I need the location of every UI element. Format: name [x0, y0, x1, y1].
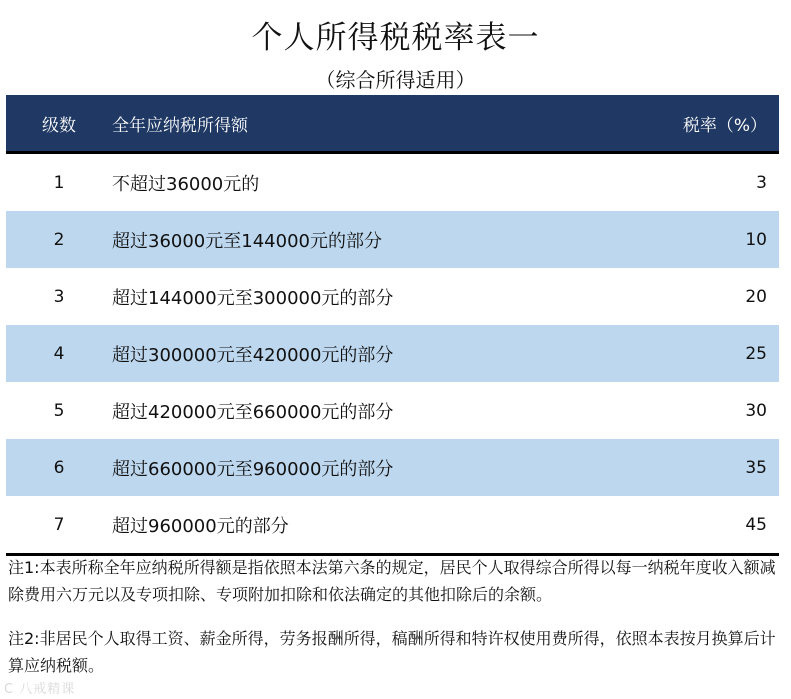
row-range: 超过36000元至144000元的部分: [112, 230, 382, 252]
note-2: 注2:非居民个人取得工资、薪金所得，劳务报酬所得，稿酬所得和特许权使用费所得，依照本表按月换算后计算应纳税额。: [8, 629, 776, 675]
row-level: 1: [53, 172, 65, 193]
row-rate: 25: [745, 343, 767, 364]
table-row: [6, 268, 779, 325]
row-level: 7: [53, 514, 65, 535]
watermark: C 八戒精课: [4, 682, 76, 697]
table-row: [6, 325, 779, 382]
row-range: 超过660000元至960000元的部分: [112, 458, 394, 480]
page-subtitle: （综合所得适用）: [315, 68, 476, 92]
header-rate: 税率（%）: [682, 115, 767, 136]
row-rate: 3: [756, 172, 767, 193]
row-range: 超过300000元至420000元的部分: [112, 344, 394, 366]
tax-rate-table: [6, 95, 779, 556]
table-row: [6, 154, 779, 211]
note-1: 注1:本表所称全年应纳税所得额是指依照本法第六条的规定，居民个人取得综合所得以每一纳税年度收入额减除费用六万元以及专项扣除、专项附加扣除和依法确定的其他扣除后的余额。: [8, 558, 776, 604]
row-range: 不超过36000元的: [112, 173, 260, 195]
row-rate: 45: [745, 514, 767, 535]
row-rate: 20: [745, 286, 767, 307]
row-rate: 10: [745, 229, 767, 250]
row-level: 4: [53, 343, 65, 364]
table-row: [6, 211, 779, 268]
row-level: 6: [53, 457, 65, 478]
row-range: 超过420000元至660000元的部分: [112, 401, 394, 423]
header-level: 级数: [42, 115, 76, 136]
row-level: 3: [53, 286, 65, 307]
page-title: 个人所得税税率表一: [251, 20, 540, 56]
table-row: [6, 382, 779, 439]
row-level: 2: [53, 229, 65, 250]
table-row: [6, 496, 779, 553]
row-rate: 35: [745, 457, 767, 478]
row-level: 5: [53, 400, 65, 421]
table-row: [6, 439, 779, 496]
notes-section: [8, 554, 783, 679]
header-range: 全年应纳税所得额: [112, 115, 248, 136]
row-range: 超过144000元至300000元的部分: [112, 287, 394, 309]
table-header: [6, 95, 779, 154]
row-range: 超过960000元的部分: [112, 515, 289, 537]
row-rate: 30: [745, 400, 767, 421]
